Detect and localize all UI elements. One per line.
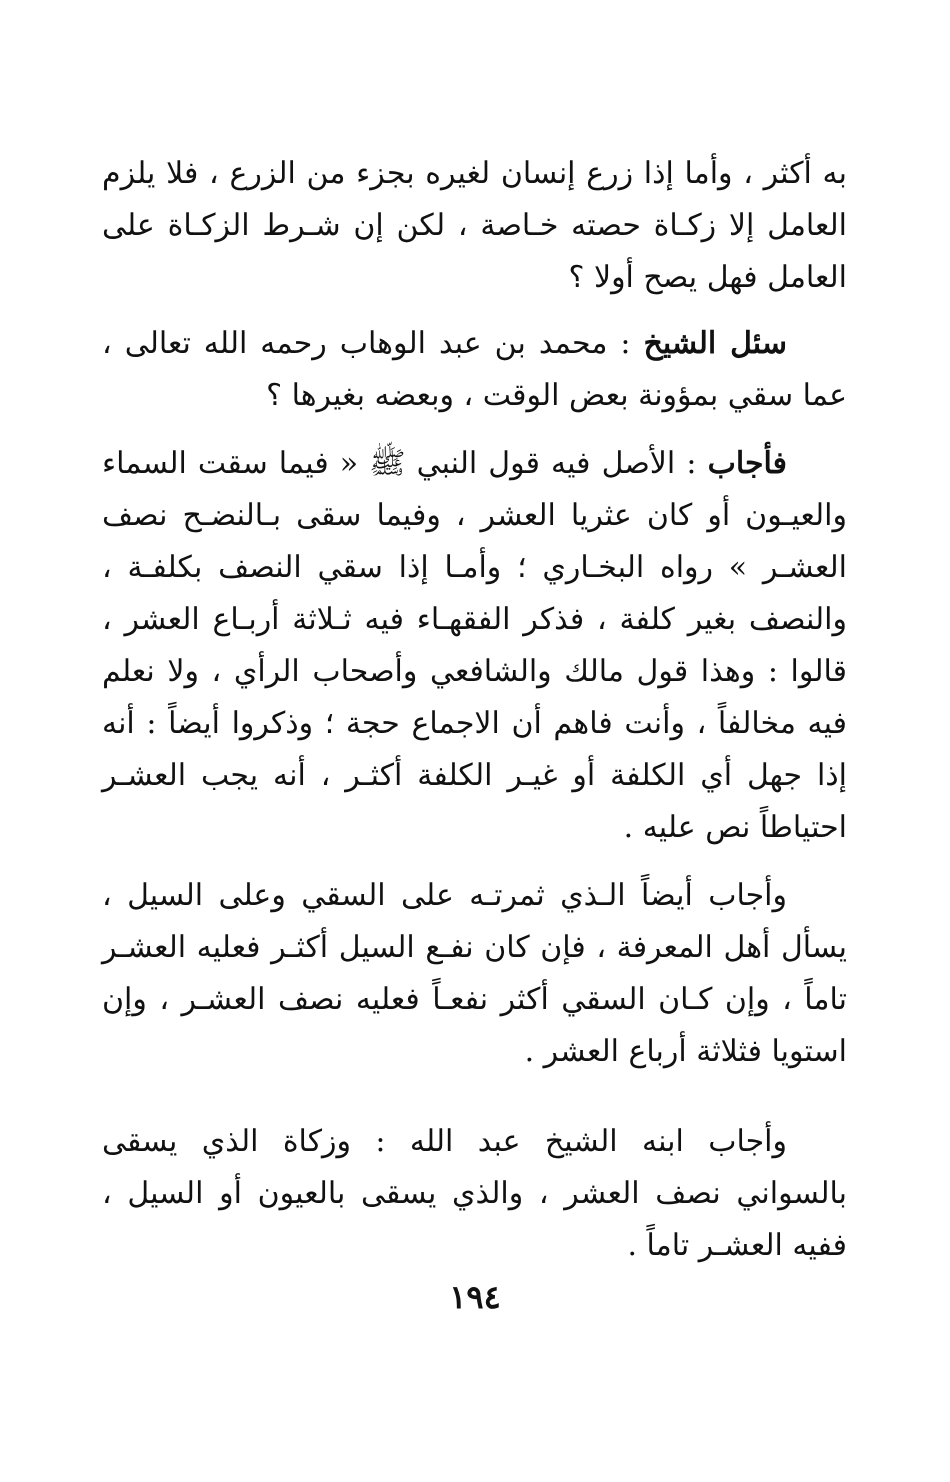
paragraph-text: : محمد بن عبد الوهاب رحمه الله تعالى ، عما سقي بمؤونة بعض الوقت ، وبعضه بغيرها ؟ (102, 326, 847, 413)
paragraph-text: : الأصل فيه قول النبي ﷺ « فيما سقت السماء والعيـون أو كان عثريا العشر ، وفيما سقى بـالنضـح نصف العشـر » رواه البخـاري ؛ وأمـا إذا سقي النصف بكلفـة ، والنصف بغير كلفة ، فذكر الفقهـاء فيه ثـلاثة أربـاع العشر ، قالوا : وهذا قول مالك والشافعي وأصحاب الرأي ، ولا نعلم فيه مخالفاً ، وأنت فاهم أن الاجماع حجة ؛ وذكروا أيضاً : أنه إذا جهل أي الكلفة أو غيـر الكلفة أكثـر ، أنه يجب العشـر احتياطاً نص عليه . (102, 446, 847, 845)
paragraph-answer (102, 438, 847, 854)
paragraph-body (102, 318, 847, 422)
paragraph-text: وأجاب ابنه الشيخ عبد الله : وزكاة الذي يسقى بالسواني نصف العشر ، والذي يسقى بالعيون أو السيل ، ففيه العشـر تاماً . (102, 1124, 847, 1263)
paragraph-lead: سئل الشيخ (643, 326, 787, 361)
paragraph-answer-3 (102, 1116, 847, 1272)
paragraph-continuation (102, 148, 847, 304)
paragraph-answer-2 (102, 870, 847, 1078)
paragraph-lead: فأجاب (707, 446, 787, 481)
page-number: ١٩٤ (449, 1278, 501, 1316)
paragraph-question (102, 318, 847, 422)
paragraph-body (102, 438, 847, 854)
paragraph-text: وأجاب أيضاً الـذي ثمرتـه على السقي وعلى السيل ، يسأل أهل المعرفة ، فإن كان نفـع السيل أكثـر فعليه العشـر تاماً ، وإن كـان السقي أكثر نفعـاً فعليه نصف العشـر ، وإن استويا فثلاثة أرباع العشر . (102, 878, 847, 1069)
paragraph-text: به أكثر ، وأما إذا زرع إنسان لغيره بجزء من الزرع ، فلا يلزم العامل إلا زكـاة حصته خـاصة ، لكن إن شـرط الزكـاة على العامل فهل يصح أولا ؟ (102, 156, 847, 295)
